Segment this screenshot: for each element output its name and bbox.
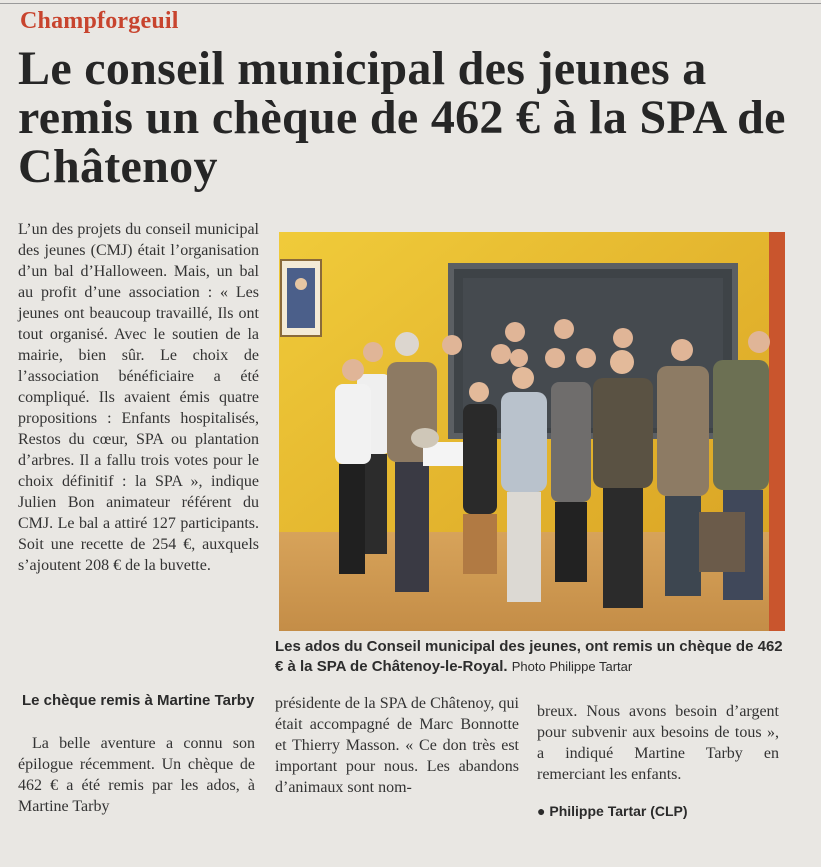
photo-caption (275, 637, 795, 677)
top-rule (0, 3, 821, 4)
body-paragraph-2: présidente de la SPA de Châtenoy, qui était accompagné de Marc Bonnotte et Thierry Masson. « Ce don très est important pour nous. Les abandons d’animaux sont nom- (275, 695, 519, 796)
body-column-1 (18, 733, 255, 817)
body-paragraph-3: breux. Nous avons besoin d’argent pour subvenir aux besoins de tous », a indiqué Martine Tarby en remerciant les enfants. (537, 703, 779, 783)
caption-text: Les ados du Conseil municipal des jeunes, ont remis un chèque de 462 € à la SPA de Châtenoy-le-Royal. (275, 638, 783, 675)
body-paragraph-1: La belle aventure a connu son épilogue récemment. Un chèque de 462 € a été remis par les ados, à Martine Tarby (18, 735, 255, 815)
body-column-3 (537, 701, 779, 785)
photo-credit: Photo Philippe Tartar (511, 659, 633, 674)
section-kicker: Champforgeuil (20, 8, 179, 34)
author-signature (537, 803, 787, 819)
lead-column (18, 219, 259, 576)
bullet-icon: ● (537, 803, 546, 819)
group-photo (279, 232, 785, 631)
lead-paragraph: L’un des projets du conseil municipal des jeunes (CMJ) était l’organisation d’un bal d’Halloween. Mais, un bal au profit d’une association : « Les jeunes ont beaucoup travaillé, Ils ont tout organisé. Avec le soutien de la mairie, bien sûr. Le choix de l’association bénéficiaire a été compliqué. Ils avaient émis quatre propositions : Enfants hospitalisés, Restos du cœur, SPA ou plantation d’arbres. Il a fallu trois votes pour le choix définitif : la SPA », indique Julien Bon animateur référent du CMJ. Le bal a attiré 127 participants. Soit une recette de 254 €, auxquels s’ajoutent 208 € de la buvette. (18, 221, 259, 574)
section-subhead: Le chèque remis à Martine Tarby (22, 692, 255, 709)
photo-illustration (279, 232, 785, 631)
author-name: Philippe Tartar (CLP) (549, 803, 688, 819)
body-column-2 (275, 693, 519, 798)
article-headline: Le conseil municipal des jeunes a remis un chèque de 462 € à la SPA de Châtenoy (18, 42, 786, 193)
